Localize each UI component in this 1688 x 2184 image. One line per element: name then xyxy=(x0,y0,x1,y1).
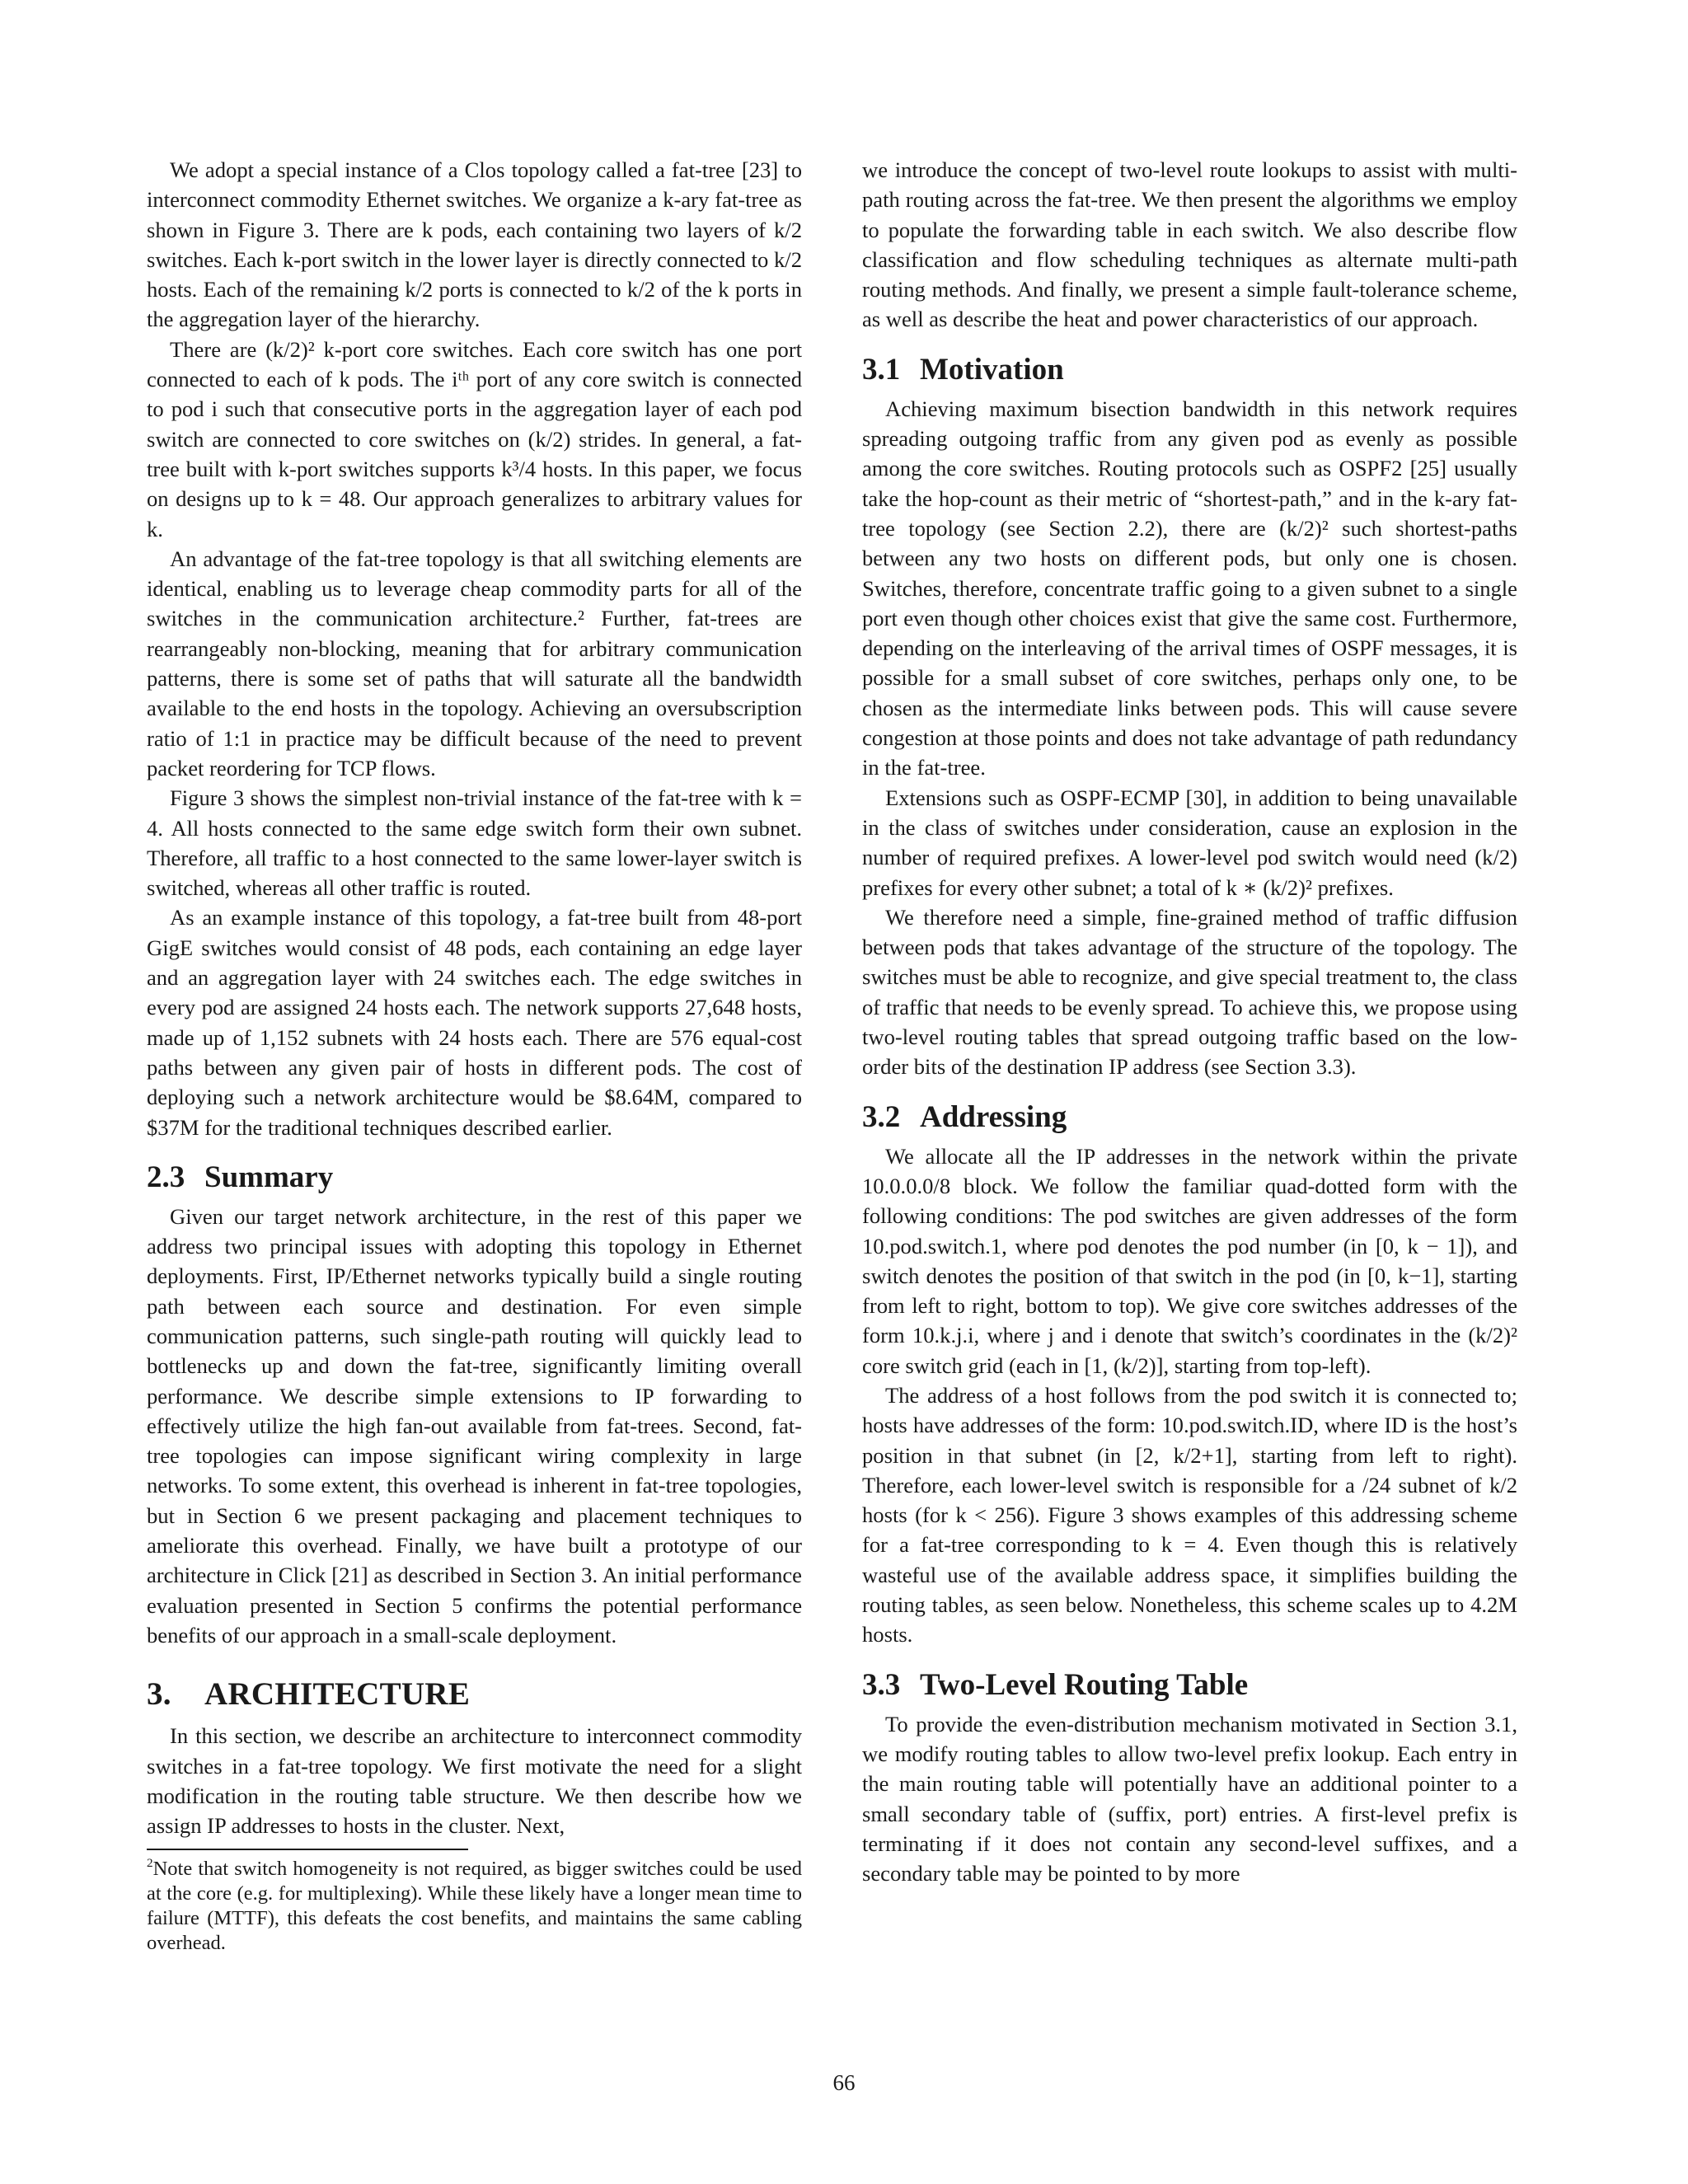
section-heading-3-2 xyxy=(862,1099,1517,1137)
section-number: 2.3 xyxy=(147,1160,185,1194)
section-heading-3-3 xyxy=(862,1666,1517,1704)
paragraph: To provide the even-distribution mechanism motivated in Section 3.1, we modify routing tables to allow two-level prefix lookup. Each entry in the main routing table will potentially have an additional pointer to a small secondary table of (suffix, port) entries. A first-level prefix is terminating if it does not contain any second-level suffixes, and a secondary table may be pointed to by more xyxy=(862,1711,1517,1886)
section-heading-3-1 xyxy=(862,351,1517,389)
paragraph: We adopt a special instance of a Clos topology called a fat-tree [23] to interconnect commodity Ethernet switches. We organize a k-ary fat-tree as shown in Figure 3. There are k pods, each containing two layers of k/2 switches. Each k-port switch in the lower layer is directly connected to k/2 hosts. Each of the remaining k/2 ports is connected to k/2 of the k ports in the aggregation layer of the hierarchy. xyxy=(147,157,802,332)
paragraph: we introduce the concept of two-level route lookups to assist with multi-path routing across the fat-tree. We then present the algorithms we employ to populate the forwarding table in each switch. We also describe flow classification and flow scheduling techniques as alternate multi-path routing methods. And finally, we present a simple fault-tolerance scheme, as well as describe the heat and power characteristics of our approach. xyxy=(862,157,1517,332)
section-title: Motivation xyxy=(920,352,1064,387)
section-title: Addressing xyxy=(920,1099,1067,1134)
paragraph: Figure 3 shows the simplest non-trivial instance of the fat-tree with k = 4. All hosts connected to the same edge switch form their own subnet. Therefore, all traffic to a host connected to the same lower-layer switch is switched, whereas all other traffic is routed. xyxy=(147,785,802,901)
page-number: 66 xyxy=(832,2070,856,2095)
paragraph: Extensions such as OSPF-ECMP [30], in addition to being unavailable in the class of switches under consideration, cause an explosion in the number of required prefixes. A lower-level pod switch would need (k/2) prefixes for every other subnet; a total of k ∗ (k/2)² prefixes. xyxy=(862,785,1517,900)
section-number: 3.3 xyxy=(862,1667,901,1702)
section-title: Two-Level Routing Table xyxy=(920,1667,1249,1702)
paragraph: Given our target network architecture, in the rest of this paper we address two principal issues with adopting this topology in Ethernet deployments. First, IP/Ethernet networks typically build a single routing path between each source and destination. For even simple communication patterns, such single-path routing will quickly lead to bottlenecks up and down the fat-tree, significantly limiting overall performance. We describe simple extensions to IP forwarding to effectively utilize the high fan-out available from fat-trees. Second, fat-tree topologies can impose significant wiring complexity in large networks. To some extent, this overhead is inherent in fat-tree topologies, but in Section 6 we present packaging and placement techniques to ameliorate this overhead. Finally, we have built a prototype of our architecture in Click [21] as described in Section 3. An initial performance evaluation presented in Section 5 confirms the potential performance benefits of our approach in a small-scale deployment. xyxy=(147,1203,802,1647)
footnote xyxy=(147,1857,802,1956)
section-title: Summary xyxy=(204,1160,334,1194)
section-heading-3 xyxy=(147,1675,802,1714)
section-title: ARCHITECTURE xyxy=(204,1676,471,1713)
paragraph: The address of a host follows from the pod switch it is connected to; hosts have addresses of the form: 10.pod.switch.ID, where ID is the host’s position in that subnet (in [2, k/2+1], starting from left to right). Therefore, each lower-level switch is responsible for a /24 subnet of k/2 hosts (for k < 256). Figure 3 shows examples of this addressing scheme for a fat-tree corresponding to k = 4. Even though this is relatively wasteful use of the available address space, it simplifies building the routing tables, as seen below. Nonetheless, this scheme scales up to 4.2M hosts. xyxy=(862,1382,1517,1647)
paragraph: As an example instance of this topology, a fat-tree built from 48-port GigE switches would consist of 48 pods, each containing an edge layer and an aggregation layer with 24 switches each. The edge switches in every pod are assigned 24 hosts each. The network supports 27,648 hosts, made up of 1,152 subnets with 24 hosts each. There are 576 equal-cost paths between any given pair of hosts in different pods. The cost of deploying such a network architecture would be $8.64M, compared to $37M for the traditional techniques described earlier. xyxy=(147,905,802,1140)
right-column xyxy=(862,155,1517,1888)
footnote-divider xyxy=(147,1849,468,1850)
section-number: 3.1 xyxy=(862,352,901,387)
left-column xyxy=(147,155,802,1956)
section-heading-2-3 xyxy=(147,1159,802,1197)
footnote-text: Note that switch homogeneity is not required, as bigger switches could be used at the core (e.g. for multiplexing). While these likely have a longer mean time to failure (MTTF), this defeats the cost benefits, and maintains the same cabling overhead. xyxy=(147,1858,802,1955)
section-number: 3.2 xyxy=(862,1099,901,1134)
paragraph: In this section, we describe an architecture to interconnect commodity switches in a fat-tree topology. We first motivate the need for a slight modification in the routing table structure. We then describe how we assign IP addresses to hosts in the cluster. Next, xyxy=(147,1723,802,1839)
paragraph: We therefore need a simple, fine-grained method of traffic diffusion between pods that takes advantage of the structure of the topology. The switches must be able to recognize, and give special treatment to, the class of traffic that needs to be evenly spread. To achieve this, we propose using two-level routing tables that spread outgoing traffic based on the low-order bits of the destination IP address (see Section 3.3). xyxy=(862,904,1517,1080)
paragraph: We allocate all the IP addresses in the network within the private 10.0.0.0/8 block. We follow the familiar quad-dotted form with the following conditions: The pod switches are given addresses of the form 10.pod.switch.1, where pod denotes the pod number (in [0, k − 1]), and switch denotes the position of that switch in the pod (in [0, k−1], starting from left to right, bottom to top). We give core switches addresses of the form 10.k.j.i, where j and i denote that switch’s coordinates in the (k/2)² core switch grid (each in [1, (k/2)], starting from top-left). xyxy=(862,1143,1517,1378)
section-number: 3. xyxy=(147,1676,171,1713)
footnote-mark: 2 xyxy=(147,1856,153,1871)
paragraph: An advantage of the fat-tree topology is that all switching elements are identical, enabling us to leverage cheap commodity parts for all of the switches in the communication architecture.² Further, fat-trees are rearrangeably non-blocking, meaning that for arbitrary communication patterns, there is some set of paths that will saturate all the bandwidth available to the end hosts in the topology. Achieving an oversubscription ratio of 1:1 in practice may be difficult because of the need to prevent packet reordering for TCP flows. xyxy=(147,546,802,780)
paragraph: There are (k/2)² k-port core switches. Each core switch has one port connected to each of k pods. The iᵗʰ port of any core switch is connected to pod i such that consecutive ports in the aggregation layer of each pod switch are connected to core switches on (k/2) strides. In general, a fat-tree built with k-port switches supports k³/4 hosts. In this paper, we focus on designs up to k = 48. Our approach generalizes to arbitrary values for k. xyxy=(147,336,802,541)
paragraph: Achieving maximum bisection bandwidth in this network requires spreading outgoing traffic from any given pod as evenly as possible among the core switches. Routing protocols such as OSPF2 [25] usually take the hop-count as their metric of “shortest-path,” and in the k-ary fat-tree topology (see Section 2.2), there are (k/2)² such shortest-paths between any two hosts on different pods, but only one is chosen. Switches, therefore, concentrate traffic going to a given subnet to a single port even though other choices exist that give the same cost. Furthermore, depending on the interleaving of the arrival times of OSPF messages, it is possible for a small subset of core switches, perhaps only one, to be chosen as the intermediate links between pods. This will cause severe congestion at those points and does not take advantage of path redundancy in the fat-tree. xyxy=(862,396,1517,780)
